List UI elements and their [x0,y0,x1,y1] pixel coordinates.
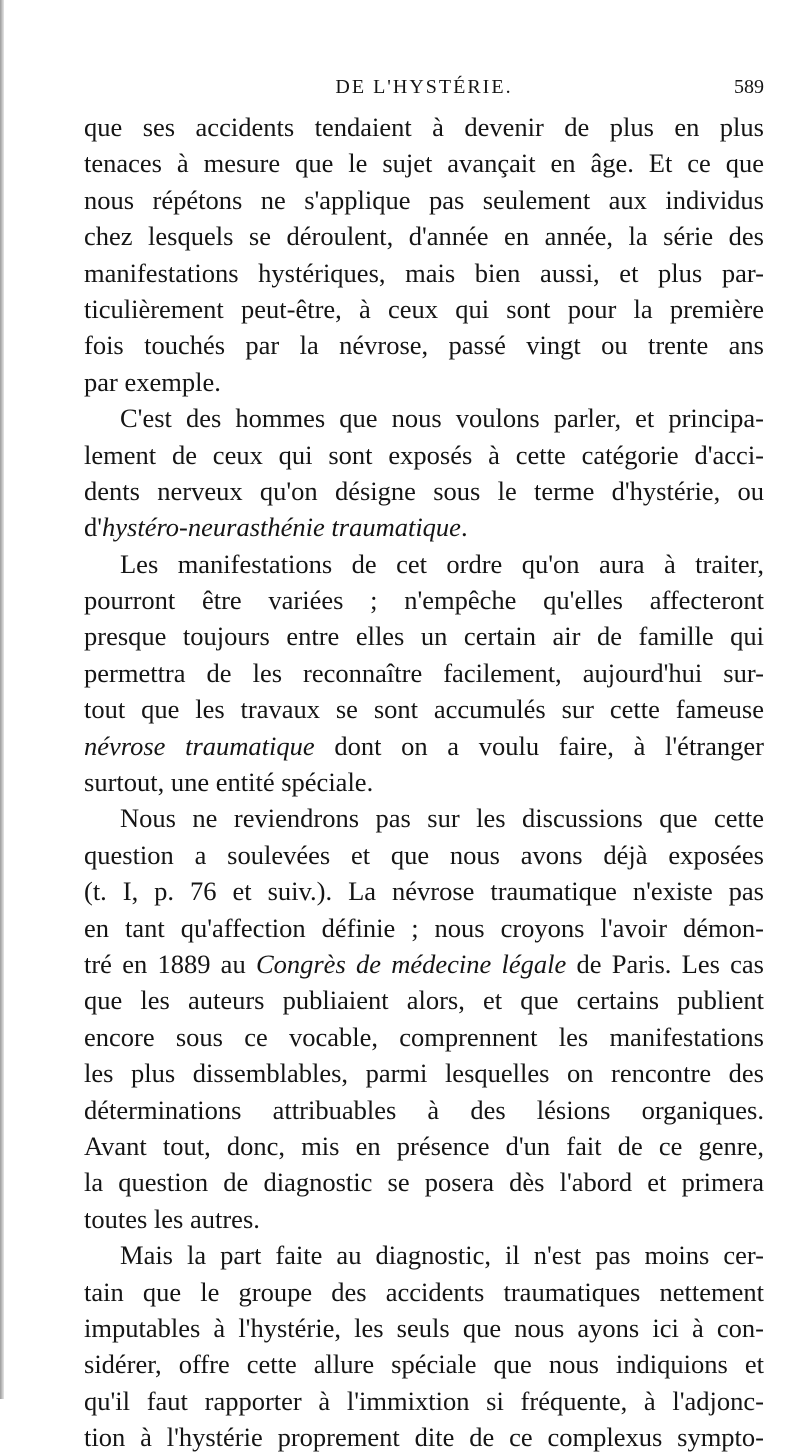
italic-text: Congrès de médecine légale [255,948,567,979]
text-run: question a soulevées et que nous avons déjà exposées [84,839,764,870]
text-run: surtout, une entité spéciale. [84,767,374,798]
text-run: en tant qu'affection définie ; nous croyons l'avoir démon- [84,912,764,943]
text-line [84,618,764,654]
italic-text: névrose traumatique [84,730,315,761]
text-run: C'est des hommes que nous voulons parler, et principa- [120,403,764,434]
text-run: manifestations hystériques, mais bien aussi, et plus par- [84,257,764,288]
text-line [84,364,764,400]
text-line [84,255,764,291]
text-run: tion à l'hystérie proprement dite de ce complexus sympto- [84,1422,764,1453]
text-run: par exemple. [84,366,221,397]
text-line [84,1237,764,1273]
text-run: dont on a voulu faire, à l'étranger [314,730,764,761]
text-run: qu'il faut rapporter à l'immixtion si fréquente, à l'adjonc- [84,1385,764,1416]
text-line [84,109,764,145]
italic-text: hystéro-neurasthénie traumatique [102,512,461,543]
text-line [84,400,764,436]
text-line [84,1310,764,1346]
text-run: toutes les autres. [84,1203,260,1234]
text-run: presque toujours entre elles un certain air de famille qui [84,621,764,652]
page-edge [0,0,4,1399]
text-run: sidérer, offre cette allure spéciale que nous indiquions et [84,1349,764,1380]
text-run: fois touchés par la névrose, passé vingt ou trente ans [84,330,764,361]
text-line [84,800,764,836]
text-line [84,873,764,909]
text-line [84,1201,764,1237]
text-run: tenaces à mesure que le sujet avançait en âge. Et ce que [84,148,764,179]
text-line [84,728,764,764]
text-run: que les auteurs publiaient alors, et que certains publient [84,985,764,1016]
text-line [84,837,764,873]
text-run: Avant tout, donc, mis en présence d'un fait de ce genre, [84,1130,764,1161]
text-run: Nous ne reviendrons pas sur les discussions que cette [120,803,764,834]
page-header [84,76,764,106]
text-line [84,691,764,727]
text-line [84,1419,764,1455]
text-run: dents nerveux qu'on désigne sous le terme d'hystérie, ou [84,475,764,506]
text-run: chez lesquels se déroulent, d'année en année, la série des [84,221,764,252]
text-line [84,182,764,218]
text-line [84,327,764,363]
text-run: Les manifestations de cet ordre qu'on aura à traiter, [120,548,764,579]
text-run: déterminations attribuables à des lésions organiques. [84,1094,764,1125]
text-run: de Paris. Les cas [566,948,764,979]
text-run: ticulièrement peut-être, à ceux qui sont pour la première [84,293,764,324]
text-line [84,1128,764,1164]
text-line [84,910,764,946]
text-run: nous répétons ne s'applique pas seulement aux individus [84,184,764,215]
text-run: tout que les travaux se sont accumulés sur cette fameuse [84,694,764,725]
text-run: d' [84,512,103,543]
text-run: tré en 1889 au [84,948,256,979]
text-line [84,509,764,545]
text-line [84,1092,764,1128]
text-line [84,764,764,800]
text-run: imputables à l'hystérie, les seuls que nous ayons ici à con- [84,1312,764,1343]
text-run: . [460,512,468,543]
text-line [84,982,764,1018]
text-line [84,1383,764,1419]
text-run: les plus dissemblables, parmi lesquelles on rencontre des [84,1058,764,1089]
text-run: (t. I, p. 76 et suiv.). La névrose traumatique n'existe pas [84,876,764,907]
text-line [84,218,764,254]
text-line [84,655,764,691]
text-run: lement de ceux qui sont exposés à cette catégorie d'acci- [84,439,764,470]
text-line [84,145,764,181]
text-line [84,1164,764,1200]
running-title: DE L'HYSTÉRIE. [335,76,513,98]
text-line [84,546,764,582]
text-run: pourront être variées ; n'empêche qu'elles affecteront [84,585,764,616]
text-line [84,582,764,618]
text-run: la question de diagnostic se posera dès l'abord et primera [84,1167,764,1198]
text-line [84,1055,764,1091]
text-run: Mais la part faite au diagnostic, il n'est pas moins cer- [120,1240,764,1271]
text-line [84,473,764,509]
text-line [84,946,764,982]
text-run: permettra de les reconnaître facilement, aujourd'hui sur- [84,657,764,688]
text-run: que ses accidents tendaient à devenir de plus en plus [84,112,764,142]
text-line [84,1346,764,1382]
text-line [84,1019,764,1055]
text-line [84,1274,764,1310]
page-number: 589 [734,76,764,98]
text-run: tain que le groupe des accidents traumatiques nettement [84,1276,764,1307]
text-line [84,291,764,327]
body-text [84,109,764,1455]
text-run: encore sous ce vocable, comprennent les manifestations [84,1021,764,1052]
text-line [84,437,764,473]
